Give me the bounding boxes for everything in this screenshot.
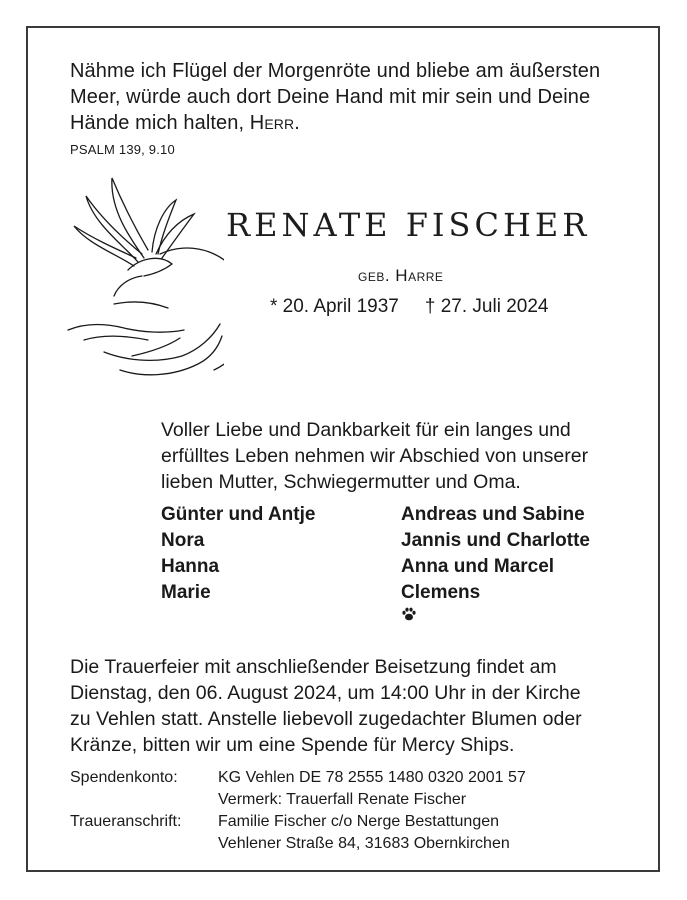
dove-sun-hands-icon [64, 174, 224, 386]
service-line-3: zu Vehlen statt. Anstelle liebevoll zugedachter Blumen oder [70, 708, 582, 730]
verse-reference: PSALM 139, 9.10 [70, 142, 175, 157]
deceased-name: RENATE FISCHER [226, 206, 591, 244]
bible-verse [70, 58, 650, 136]
service-line-1: Die Trauerfeier mit anschließender Beisetzung findet am [70, 656, 557, 678]
family-member: Hanna [161, 556, 220, 577]
address-label: Traueranschrift: [70, 813, 182, 830]
verse-lord: Herr [249, 112, 295, 134]
family-member: Jannis und Charlotte [401, 530, 590, 551]
verse-line-1: Nähme ich Flügel der Morgenröte und bliebe am äußersten [70, 60, 601, 82]
funeral-service-text [70, 654, 660, 758]
family-member: Anna und Marcel [401, 556, 555, 577]
service-line-2: Dienstag, den 06. August 2024, um 14:00 Uhr in der Kirche [70, 682, 581, 704]
address-line-1: Familie Fischer c/o Nerge Bestattungen [218, 813, 500, 830]
life-dates [270, 296, 548, 318]
farewell-line-3: lieben Mutter, Schwiegermutter und Oma. [161, 471, 521, 493]
family-member: Andreas und Sabine [401, 504, 585, 525]
family-list-left [161, 502, 315, 606]
farewell-line-1: Voller Liebe und Dankbarkeit für ein langes und [161, 419, 571, 441]
verse-line-2: Meer, würde auch dort Deine Hand mit mir sein und Deine [70, 86, 591, 108]
service-line-4: Kränze, bitten wir um eine Spende für Mercy Ships. [70, 734, 515, 756]
birth-date: * 20. April 1937 [270, 296, 399, 317]
verse-line-3-text: Hände mich halten, [70, 112, 250, 134]
paw-print-icon [401, 606, 417, 622]
address-row [70, 812, 499, 832]
family-member: Marie [161, 582, 211, 603]
family-member: Clemens [401, 582, 481, 603]
family-list-right [401, 502, 590, 606]
donation-account: KG Vehlen DE 78 2555 1480 0320 2001 57 [218, 769, 526, 786]
verse-line-3-end: . [294, 112, 300, 134]
nee-prefix: geb. [358, 266, 396, 285]
farewell-text [161, 417, 641, 495]
address-line-2: Vehlener Straße 84, 31683 Obernkirchen [218, 835, 510, 852]
donation-row [70, 768, 526, 788]
verse-line-3 [70, 110, 650, 136]
death-date: † 27. Juli 2024 [424, 296, 549, 317]
donation-label: Spendenkonto: [70, 769, 178, 786]
farewell-line-2: erfülltes Leben nehmen wir Abschied von unserer [161, 445, 589, 467]
family-member: Nora [161, 530, 205, 551]
nee-name: Harre [395, 266, 444, 285]
family-member: Günter und Antje [161, 504, 316, 525]
donation-note: Vermerk: Trauerfall Renate Fischer [218, 791, 467, 808]
maiden-name [358, 266, 443, 286]
